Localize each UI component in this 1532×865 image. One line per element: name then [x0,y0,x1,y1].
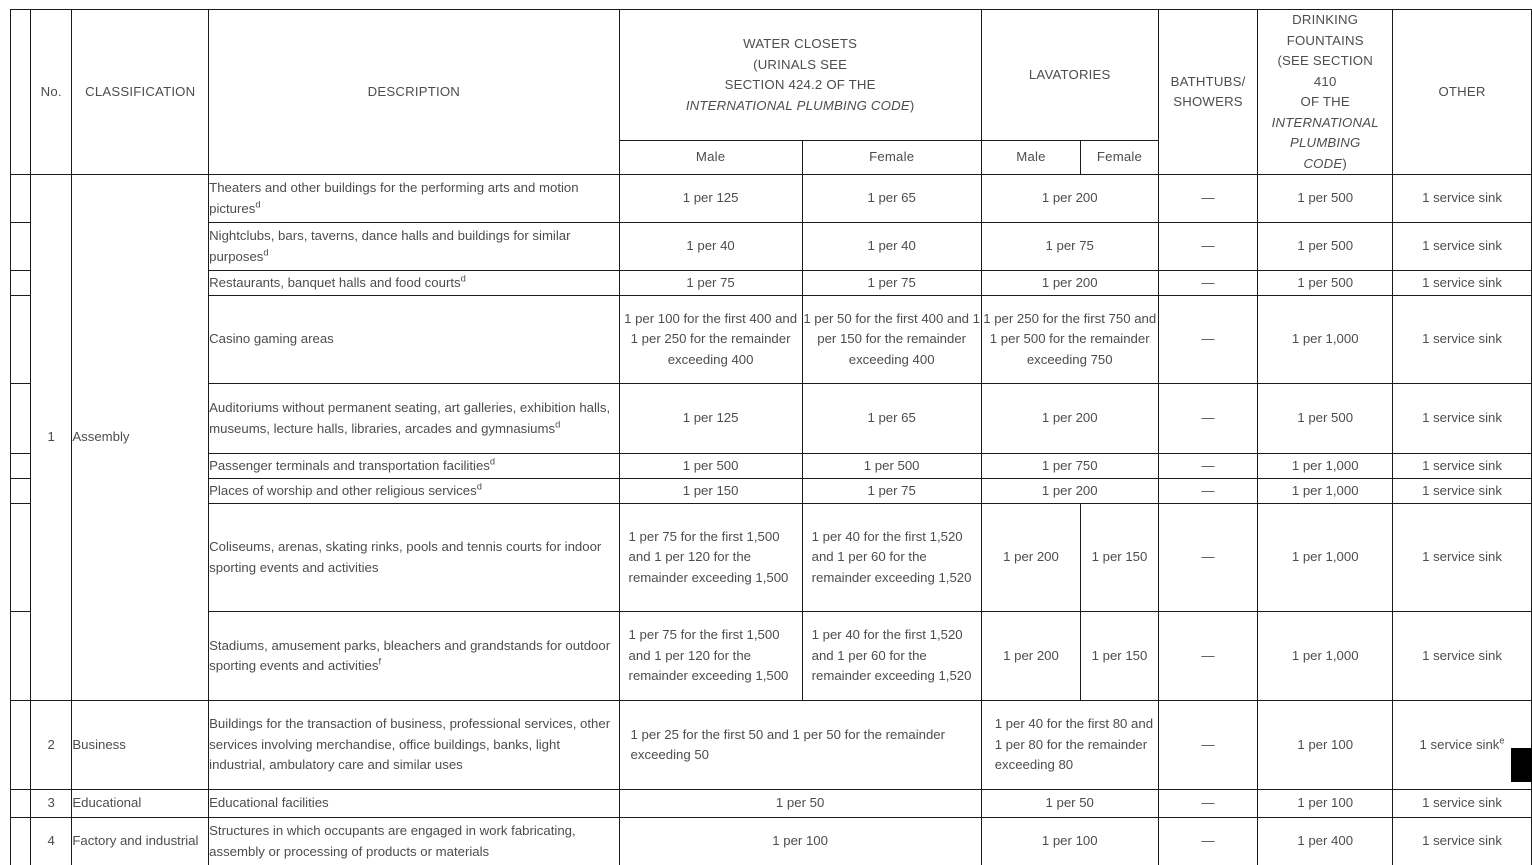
cell-water-closets: 1 per 100 [619,818,981,865]
cell-classification: Educational [72,790,209,818]
df-line6-italic: INTERNATIONAL [1271,114,1379,130]
other-text: 1 service sink [1422,274,1502,290]
cell-other [1393,504,1532,612]
df-line7-italic: PLUMBING [1289,135,1361,150]
table-row [11,223,1532,271]
page-edge-marker [1511,748,1532,782]
bs-line1: BATHTUBS/ [1170,73,1246,89]
cell-wc-male: 1 per 40 [619,223,802,271]
header-row-primary [11,10,1532,141]
cell-other [1393,479,1532,504]
cell-bathtubs: — [1158,271,1258,296]
cell-drinking: 1 per 500 [1258,175,1393,223]
other-text: 1 service sink [1422,190,1502,206]
row-marker-cell [11,296,31,384]
header-description: DESCRIPTION [209,10,619,175]
other-text: 1 service sink [1422,549,1502,565]
cell-description [209,454,619,479]
cell-lavatories: 1 per 200 [981,384,1158,454]
table-row [11,175,1532,223]
other-text: 1 service sink [1419,736,1500,752]
cell-bathtubs: — [1158,612,1258,701]
cell-wc-female: 1 per 50 for the first 400 and 1 per 150 for the remainder exceeding 400 [802,296,981,384]
df-line8-tail: ) [1342,155,1347,171]
row-marker-cell [11,701,31,790]
cell-bathtubs: — [1158,504,1258,612]
cell-wc-female: 1 per 500 [802,454,981,479]
other-text: 1 service sink [1422,331,1502,347]
cell-lavatories: 1 per 200 [981,175,1158,223]
cell-other [1393,271,1532,296]
cell-lavatories: 1 per 750 [981,454,1158,479]
header-water-closets [619,10,981,141]
description-footnote: d [460,273,466,284]
cell-no: 1 [31,175,72,701]
bs-line2: SHOWERS [1173,94,1243,109]
header-other: OTHER [1393,10,1532,175]
row-marker-cell [11,504,31,612]
cell-classification: Assembly [72,175,209,701]
cell-other [1393,454,1532,479]
cell-drinking: 1 per 1,000 [1258,612,1393,701]
description-text: Coliseums, arenas, skating rinks, pools and tennis courts for indoor sporting events and activities [209,539,602,575]
wc-line3: SECTION 424.2 OF THE [724,77,876,93]
other-text: 1 service sink [1422,410,1502,426]
other-text: 1 service sink [1422,482,1502,498]
header-lavatories: LAVATORIES [981,10,1158,141]
df-line3: (SEE SECTION [1277,53,1373,68]
df-line8-italic: CODE [1303,155,1343,171]
description-footnote: d [476,481,482,492]
cell-drinking: 1 per 500 [1258,271,1393,296]
cell-drinking: 1 per 500 [1258,223,1393,271]
other-text: 1 service sink [1422,833,1502,849]
cell-water-closets: 1 per 50 [619,790,981,818]
cell-lav-male: 1 per 200 [981,504,1081,612]
cell-description [209,384,619,454]
other-text: 1 service sink [1422,457,1502,473]
cell-other [1393,612,1532,701]
description-text: Educational facilities [209,795,329,811]
row-marker-cell [11,479,31,504]
cell-wc-male: 1 per 100 for the first 400 and 1 per 250 for the remainder exceeding 400 [619,296,802,384]
cell-drinking: 1 per 100 [1258,790,1393,818]
cell-wc-female: 1 per 65 [802,175,981,223]
description-footnote: d [555,419,561,430]
header-classification: CLASSIFICATION [72,10,209,175]
cell-other [1393,384,1532,454]
cell-bathtubs: — [1158,479,1258,504]
row-marker-cell [11,271,31,296]
cell-wc-male: 1 per 125 [619,175,802,223]
cell-bathtubs: — [1158,223,1258,271]
cell-description [209,612,619,701]
cell-other [1393,223,1532,271]
cell-lavatories: 1 per 200 [981,479,1158,504]
cell-water-closets: 1 per 25 for the first 50 and 1 per 50 for the remainder exceeding 50 [619,701,981,790]
cell-bathtubs: — [1158,454,1258,479]
description-text: Restaurants, banquet halls and food courts [209,274,461,290]
description-text: Nightclubs, bars, taverns, dance halls and buildings for similar purposes [209,228,571,264]
wc-line4-italic: INTERNATIONAL PLUMBING CODE [685,97,910,113]
table-row [11,296,1532,384]
cell-bathtubs: — [1158,384,1258,454]
plumbing-fixtures-table [10,9,1532,865]
cell-bathtubs: — [1158,701,1258,790]
df-line5: OF THE [1300,94,1350,109]
cell-description [209,296,619,384]
row-marker-cell [11,223,31,271]
description-text: Structures in which occupants are engaged in work fabricating, assembly or processing of products or materials [209,823,576,859]
header-bathtubs-showers [1158,10,1258,175]
cell-lavatories: 1 per 200 [981,271,1158,296]
cell-bathtubs: — [1158,296,1258,384]
cell-wc-male: 1 per 500 [619,454,802,479]
table-row [11,384,1532,454]
header-marker-col [11,10,31,175]
table-row [11,701,1532,790]
cell-lav-female: 1 per 150 [1081,504,1158,612]
df-line4: 410 [1313,73,1337,89]
header-wc-female: Female [802,141,981,175]
cell-wc-male: 1 per 75 for the first 1,500 and 1 per 120 for the remainder exceeding 1,500 [619,612,802,701]
table-row [11,271,1532,296]
cell-bathtubs: — [1158,818,1258,865]
df-line1: DRINKING [1292,12,1359,27]
cell-description [209,271,619,296]
cell-classification: Factory and industrial [72,818,209,865]
row-marker-cell [11,818,31,865]
cell-no: 2 [31,701,72,790]
cell-lavatories: 1 per 75 [981,223,1158,271]
cell-drinking: 1 per 500 [1258,384,1393,454]
cell-drinking: 1 per 400 [1258,818,1393,865]
cell-lavatories: 1 per 50 [981,790,1158,818]
row-marker-cell [11,175,31,223]
cell-no: 3 [31,790,72,818]
cell-drinking: 1 per 1,000 [1258,504,1393,612]
header-drinking-fountains [1258,10,1393,175]
cell-wc-female: 1 per 40 [802,223,981,271]
header-wc-male: Male [619,141,802,175]
table-row [11,612,1532,701]
cell-drinking: 1 per 1,000 [1258,454,1393,479]
cell-description [209,479,619,504]
description-footnote: d [489,456,496,467]
row-marker-cell [11,790,31,818]
cell-no: 4 [31,818,72,865]
cell-other [1393,296,1532,384]
description-footnote: d [255,199,261,210]
cell-description [209,223,619,271]
cell-drinking: 1 per 100 [1258,701,1393,790]
cell-drinking: 1 per 1,000 [1258,479,1393,504]
header-lav-female: Female [1081,141,1158,175]
cell-wc-male: 1 per 125 [619,384,802,454]
description-text: Places of worship and other religious services [209,482,477,498]
row-marker-cell [11,454,31,479]
description-text: Passenger terminals and transportation facilities [209,457,490,473]
cell-lav-male: 1 per 200 [981,612,1081,701]
description-footnote: d [263,247,269,258]
cell-bathtubs: — [1158,790,1258,818]
table-row [11,454,1532,479]
cell-wc-male: 1 per 75 for the first 1,500 and 1 per 120 for the remainder exceeding 1,500 [619,504,802,612]
cell-other [1393,175,1532,223]
cell-description [209,175,619,223]
other-text: 1 service sink [1422,647,1502,663]
table-body [11,175,1532,865]
cell-wc-female: 1 per 65 [802,384,981,454]
cell-lavatories: 1 per 40 for the first 80 and 1 per 80 for the remainder exceeding 80 [981,701,1158,790]
description-text: Buildings for the transaction of business, professional services, other services involving merchandise, office buildings, banks, light industrial, ambulatory care and similar uses [209,716,611,773]
cell-description [209,818,619,865]
cell-wc-male: 1 per 150 [619,479,802,504]
cell-classification: Business [72,701,209,790]
table-header [11,10,1532,175]
description-text: Casino gaming areas [209,331,334,347]
cell-lavatories: 1 per 250 for the first 750 and 1 per 500 for the remainder exceeding 750 [981,296,1158,384]
other-text: 1 service sink [1422,238,1502,254]
cell-description [209,504,619,612]
header-no: No. [31,10,72,175]
other-footnote: e [1499,735,1505,746]
description-text: Auditoriums without permanent seating, art galleries, exhibition halls, museums, lecture halls, libraries, arcades and gymnasiums [209,400,611,436]
cell-wc-female: 1 per 75 [802,479,981,504]
other-text: 1 service sink [1422,795,1502,811]
cell-drinking: 1 per 1,000 [1258,296,1393,384]
cell-wc-male: 1 per 75 [619,271,802,296]
cell-wc-female: 1 per 40 for the first 1,520 and 1 per 60 for the remainder exceeding 1,520 [802,504,981,612]
row-marker-cell [11,384,31,454]
description-text: Theaters and other buildings for the performing arts and motion pictures [209,180,579,216]
wc-line4-tail: ) [909,97,915,113]
df-line2: FOUNTAINS [1286,32,1364,48]
cell-lav-female: 1 per 150 [1081,612,1158,701]
table-row [11,479,1532,504]
table-row [11,790,1532,818]
description-text: Stadiums, amusement parks, bleachers and grandstands for outdoor sporting events and activities [209,637,611,673]
cell-other [1393,818,1532,865]
table-row [11,504,1532,612]
wc-line1: WATER CLOSETS [743,36,858,52]
description-footnote: f [378,656,382,667]
table-row [11,818,1532,865]
cell-description [209,701,619,790]
cell-wc-female: 1 per 40 for the first 1,520 and 1 per 60 for the remainder exceeding 1,520 [802,612,981,701]
row-marker-cell [11,612,31,701]
cell-lavatories: 1 per 100 [981,818,1158,865]
cell-description [209,790,619,818]
cell-bathtubs: — [1158,175,1258,223]
cell-wc-female: 1 per 75 [802,271,981,296]
wc-line2: (URINALS SEE [753,56,848,72]
cell-other [1393,790,1532,818]
header-lav-male: Male [981,141,1081,175]
